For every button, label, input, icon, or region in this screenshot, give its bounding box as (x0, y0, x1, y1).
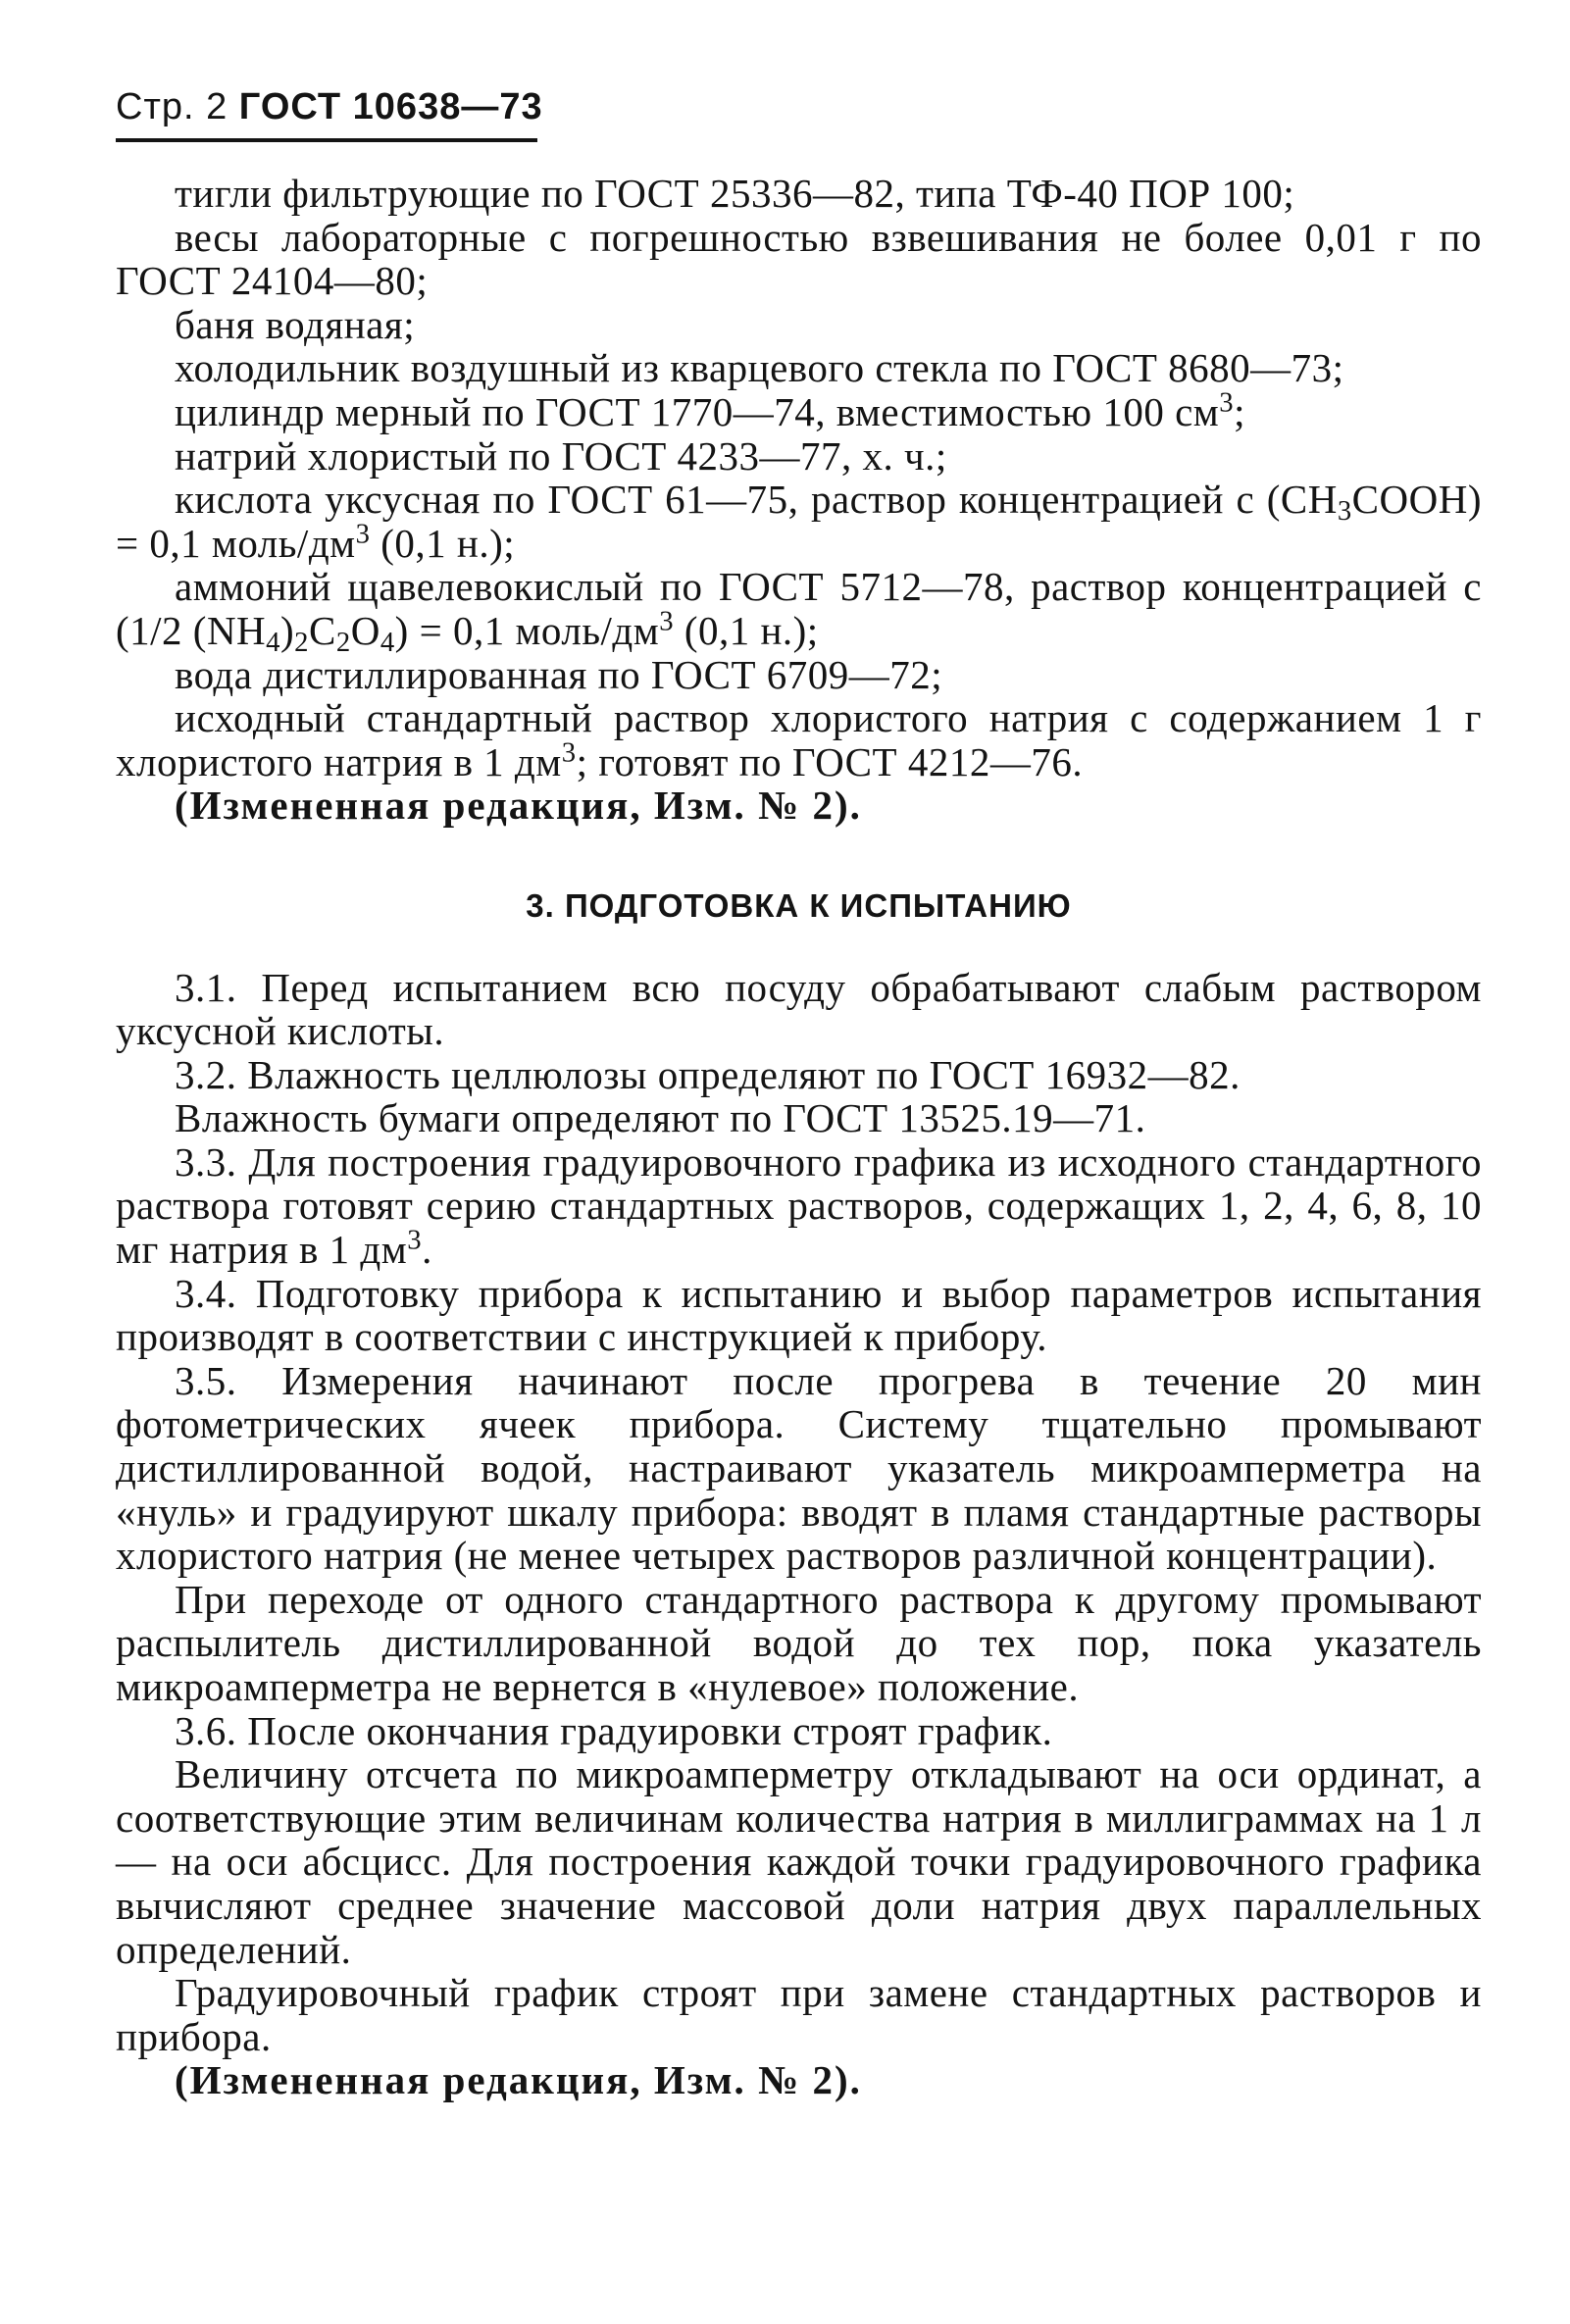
page-header (116, 86, 543, 128)
clause-3-2-paper: Влажность бумаги определяют по ГОСТ 13525.19—71. (175, 1095, 1146, 1141)
apparatus-item: весы лабораторные с погрешностью взвешивания не более 0,01 г по ГОСТ 24104—80; (116, 214, 1482, 304)
apparatus-item: тигли фильтрующие по ГОСТ 25336—82, типа ТФ-40 ПОР 100; (175, 171, 1295, 216)
document-body (116, 172, 1482, 2102)
revision-note: (Измененная редакция, Изм. № 2). (175, 2057, 862, 2103)
page-number: Стр. 2 (116, 86, 228, 127)
section-heading: 3. ПОДГОТОВКА К ИСПЫТАНИЮ (526, 886, 1072, 924)
clause-3-4: 3.4. Подготовку прибора к испытанию и выбор параметров испытания производят в соответствии с инструкцией к прибору. (116, 1270, 1482, 1360)
clause-3-5: 3.5. Измерения начинают после прогрева в течение 20 мин фотометрических ячеек прибора. Систему тщательно промывают дистиллированной водой, настраивают указатель микроамперметра на «нуль» и градуируют шкалу прибора: вводят в пламя стандартные растворы хлористого натрия (не менее четырех растворов различной концентрации). (116, 1357, 1482, 1579)
header-rule (116, 138, 537, 142)
apparatus-item: исходный стандартный раствор хлористого натрия с содержанием 1 г хлористого натрия в 1 $дм^3$; готовят по ГОСТ 4212—76. (116, 695, 1482, 784)
revision-note: (Измененная редакция, Изм. № 2). (175, 783, 862, 829)
standard-number: ГОСТ 10638—73 (238, 86, 543, 127)
apparatus-item: натрий хлористый по ГОСТ 4233—77, х. ч.; (175, 432, 947, 479)
apparatus-item: вода дистиллированная по ГОСТ 6709—72; (175, 651, 943, 697)
clause-3-2: 3.2. Влажность целлюлозы определяют по ГОСТ 16932—82. (175, 1051, 1241, 1097)
clause-3-5-rinse: При переходе от одного стандартного раствора к другому промывают распылитель дистиллированной водой до тех пор, пока указатель микроамперметра не вернется в «нулевое» положение. (116, 1576, 1482, 1709)
clause-3-6-axes: Величину отсчета по микроамперметру откладывают на оси ординат, а соответствующие этим величинам количества натрия в миллиграммах на 1 л — на оси абсцисс. Для построения каждой точки градуировочного графика вычисляют среднее значение массовой доли натрия двух параллельных определений. (116, 1751, 1482, 1972)
apparatus-item: цилиндр мерный по ГОСТ 1770—74, вместимостью 100 $см^3$; (175, 386, 1245, 434)
clause-3-6: 3.6. После окончания градуировки строят график. (175, 1707, 1053, 1753)
apparatus-item: аммоний щавелевокислый по ГОСТ 5712—78, раствор концентрацией с (1/2 $(NH_4)_2C_2O_4) = 0,1$ моль/$дм^3$ (0,1 н.); (116, 564, 1482, 659)
clause-3-6-rebuild: Градуировочный график строят при замене стандартных растворов и прибора. (116, 1970, 1482, 2059)
apparatus-item: холодильник воздушный из кварцевого стекла по ГОСТ 8680—73; (175, 345, 1344, 391)
clause-3-3: 3.3. Для построения градуировочного графика из исходного стандартного раствора готовят серию стандартных растворов, содержащих 1, 2, 4, 6, 8, 10 мг натрия в 1 $дм^3$. (116, 1138, 1482, 1273)
apparatus-item: баня водяная; (175, 301, 416, 347)
clause-3-1: 3.1. Перед испытанием всю посуду обрабатывают слабым раствором уксусной кислоты. (116, 964, 1482, 1054)
apparatus-item: кислота уксусная по ГОСТ 61—75, раствор концентрацией с $(CH_3COOH) = 0,1$ моль/$дм^3$ (0,1 н.); (116, 477, 1482, 566)
